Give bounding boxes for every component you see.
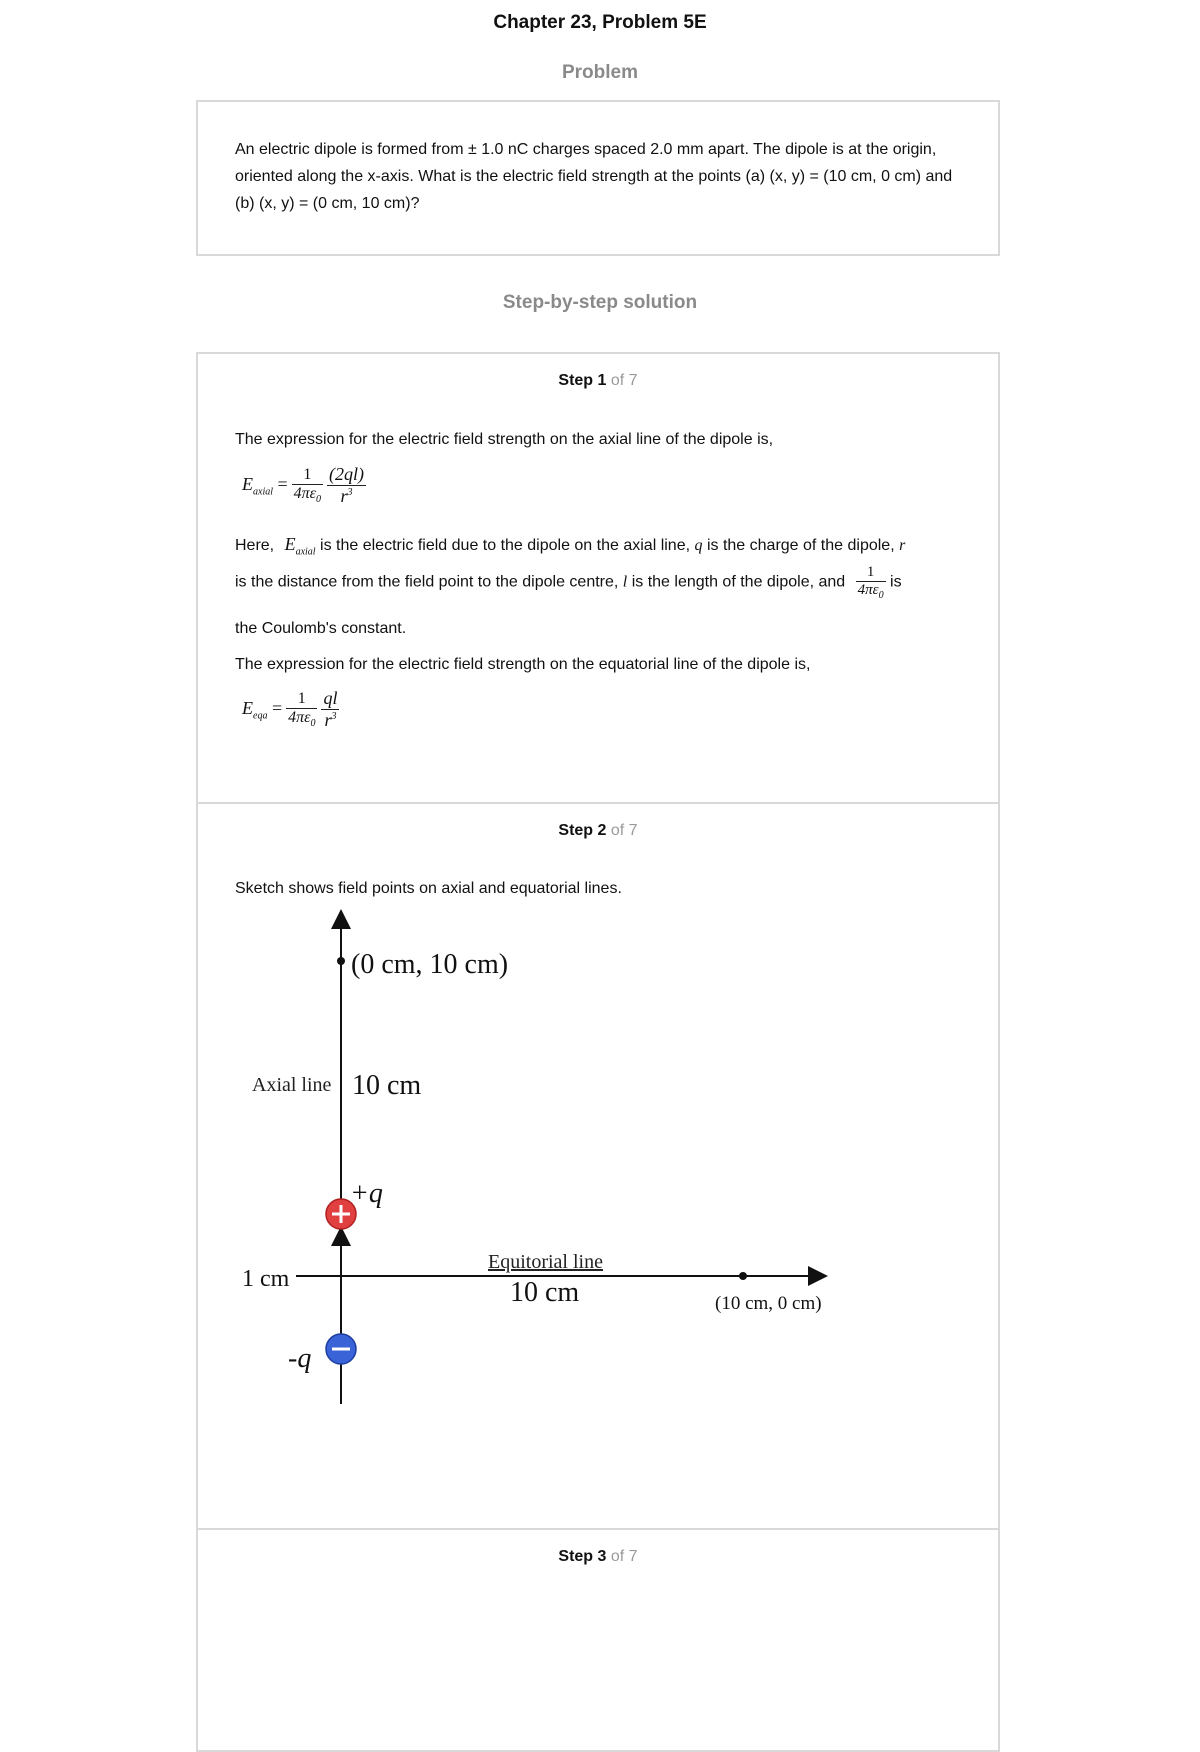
eq2-lhs: E <box>242 697 253 718</box>
eq2-coef-den-sub: 0 <box>310 718 316 730</box>
eq1-lhs-sub: axial <box>253 486 273 498</box>
const-num: 1 <box>856 564 886 582</box>
minus-charge-label: -q <box>288 1343 312 1374</box>
step-word: Step <box>558 822 594 839</box>
problem-box <box>196 100 1000 256</box>
length-description: is the length of the dipole, and <box>631 573 846 591</box>
step1-intro: The expression for the electric field strength on the axial line of the dipole is, <box>235 431 774 448</box>
step-total: of 7 <box>610 822 638 839</box>
r-symbol: r <box>899 537 906 554</box>
step1-intro2: The expression for the electric field strength on the equatorial line of the dipole is, <box>235 656 811 673</box>
eq2-lhs-sub: eqa <box>253 710 268 722</box>
eq1-coef-den: 4πε <box>293 484 316 502</box>
step-3-label <box>198 1548 998 1566</box>
step-number: 1 <box>597 372 607 389</box>
negative-charge-icon <box>326 1334 356 1364</box>
step-total: of 7 <box>610 372 638 389</box>
eq2-den-sup: 3 <box>331 711 337 722</box>
axial-distance-label: 10 cm <box>352 1070 422 1101</box>
axial-point-label: (0 cm, 10 cm) <box>351 949 509 980</box>
eq1-den: r <box>340 486 348 506</box>
dipole-diagram <box>198 354 998 1404</box>
eq1-equals: = <box>277 473 288 494</box>
const-den: 4πε <box>857 582 879 598</box>
eq1-den-sup: 3 <box>347 487 353 498</box>
equatorial-field-point <box>739 1272 747 1280</box>
eq2-coef-num: 1 <box>286 690 317 709</box>
page-title: Chapter 23, Problem 5E <box>493 12 707 33</box>
const-den-sub: 0 <box>878 590 884 601</box>
equatorial-point-label: (10 cm, 0 cm) <box>715 1293 822 1314</box>
step-word: Step <box>558 1548 594 1565</box>
problem-text: An electric dipole is formed from ± 1.0 nC charges spaced 2.0 mm apart. The dipole is at the origin, oriented along the x-axis. What is the electric field strength at the points (a) (x, y) = (10 cm, 0 cm) and (b) (x, y) = (0 cm, 10 cm)? <box>235 141 953 212</box>
distance-description: is the distance from the field point to the dipole centre, <box>235 573 619 591</box>
is-text: is <box>890 573 902 591</box>
eq2-den: r <box>324 710 332 730</box>
axial-line-label: Axial line <box>252 1074 332 1096</box>
eq1-coef-num: 1 <box>292 466 323 485</box>
step-number: 2 <box>597 822 607 839</box>
step-number: 3 <box>597 1548 607 1565</box>
plus-charge-label: +q <box>350 1178 383 1209</box>
here-symbol-sub: axial <box>295 546 316 558</box>
eq2-coef-den: 4πε <box>288 708 311 726</box>
eq2-equals: = <box>271 697 283 718</box>
q-symbol: q <box>694 537 703 554</box>
problem-heading: Problem <box>561 62 639 83</box>
step1-coulomb-line: the Coulomb's constant. <box>235 620 407 637</box>
solution-heading: Step-by-step solution <box>502 292 698 313</box>
eq1-num: (2ql) <box>328 464 364 484</box>
here-symbol: E <box>284 534 296 554</box>
equatorial-distance-label: 10 cm <box>510 1277 580 1308</box>
step-total: of 7 <box>610 1548 638 1565</box>
l-symbol: l <box>622 573 628 591</box>
step-divider <box>198 1528 998 1530</box>
steps-box <box>196 352 1000 1752</box>
spacing-label: 1 cm <box>242 1266 290 1292</box>
here-text: Here, <box>235 537 275 554</box>
axial-field-point <box>337 957 345 965</box>
here-description: is the electric field due to the dipole on the axial line, <box>320 537 691 554</box>
step2-caption: Sketch shows field points on axial and equatorial lines. <box>235 880 622 897</box>
step-word: Step <box>558 372 594 389</box>
eq1-lhs: E <box>242 473 253 494</box>
equatorial-line-label: Equitorial line <box>488 1251 603 1273</box>
charge-description: is the charge of the dipole, <box>706 537 895 554</box>
eq1-coef-den-sub: 0 <box>315 494 321 506</box>
eq2-num: ql <box>323 688 338 708</box>
